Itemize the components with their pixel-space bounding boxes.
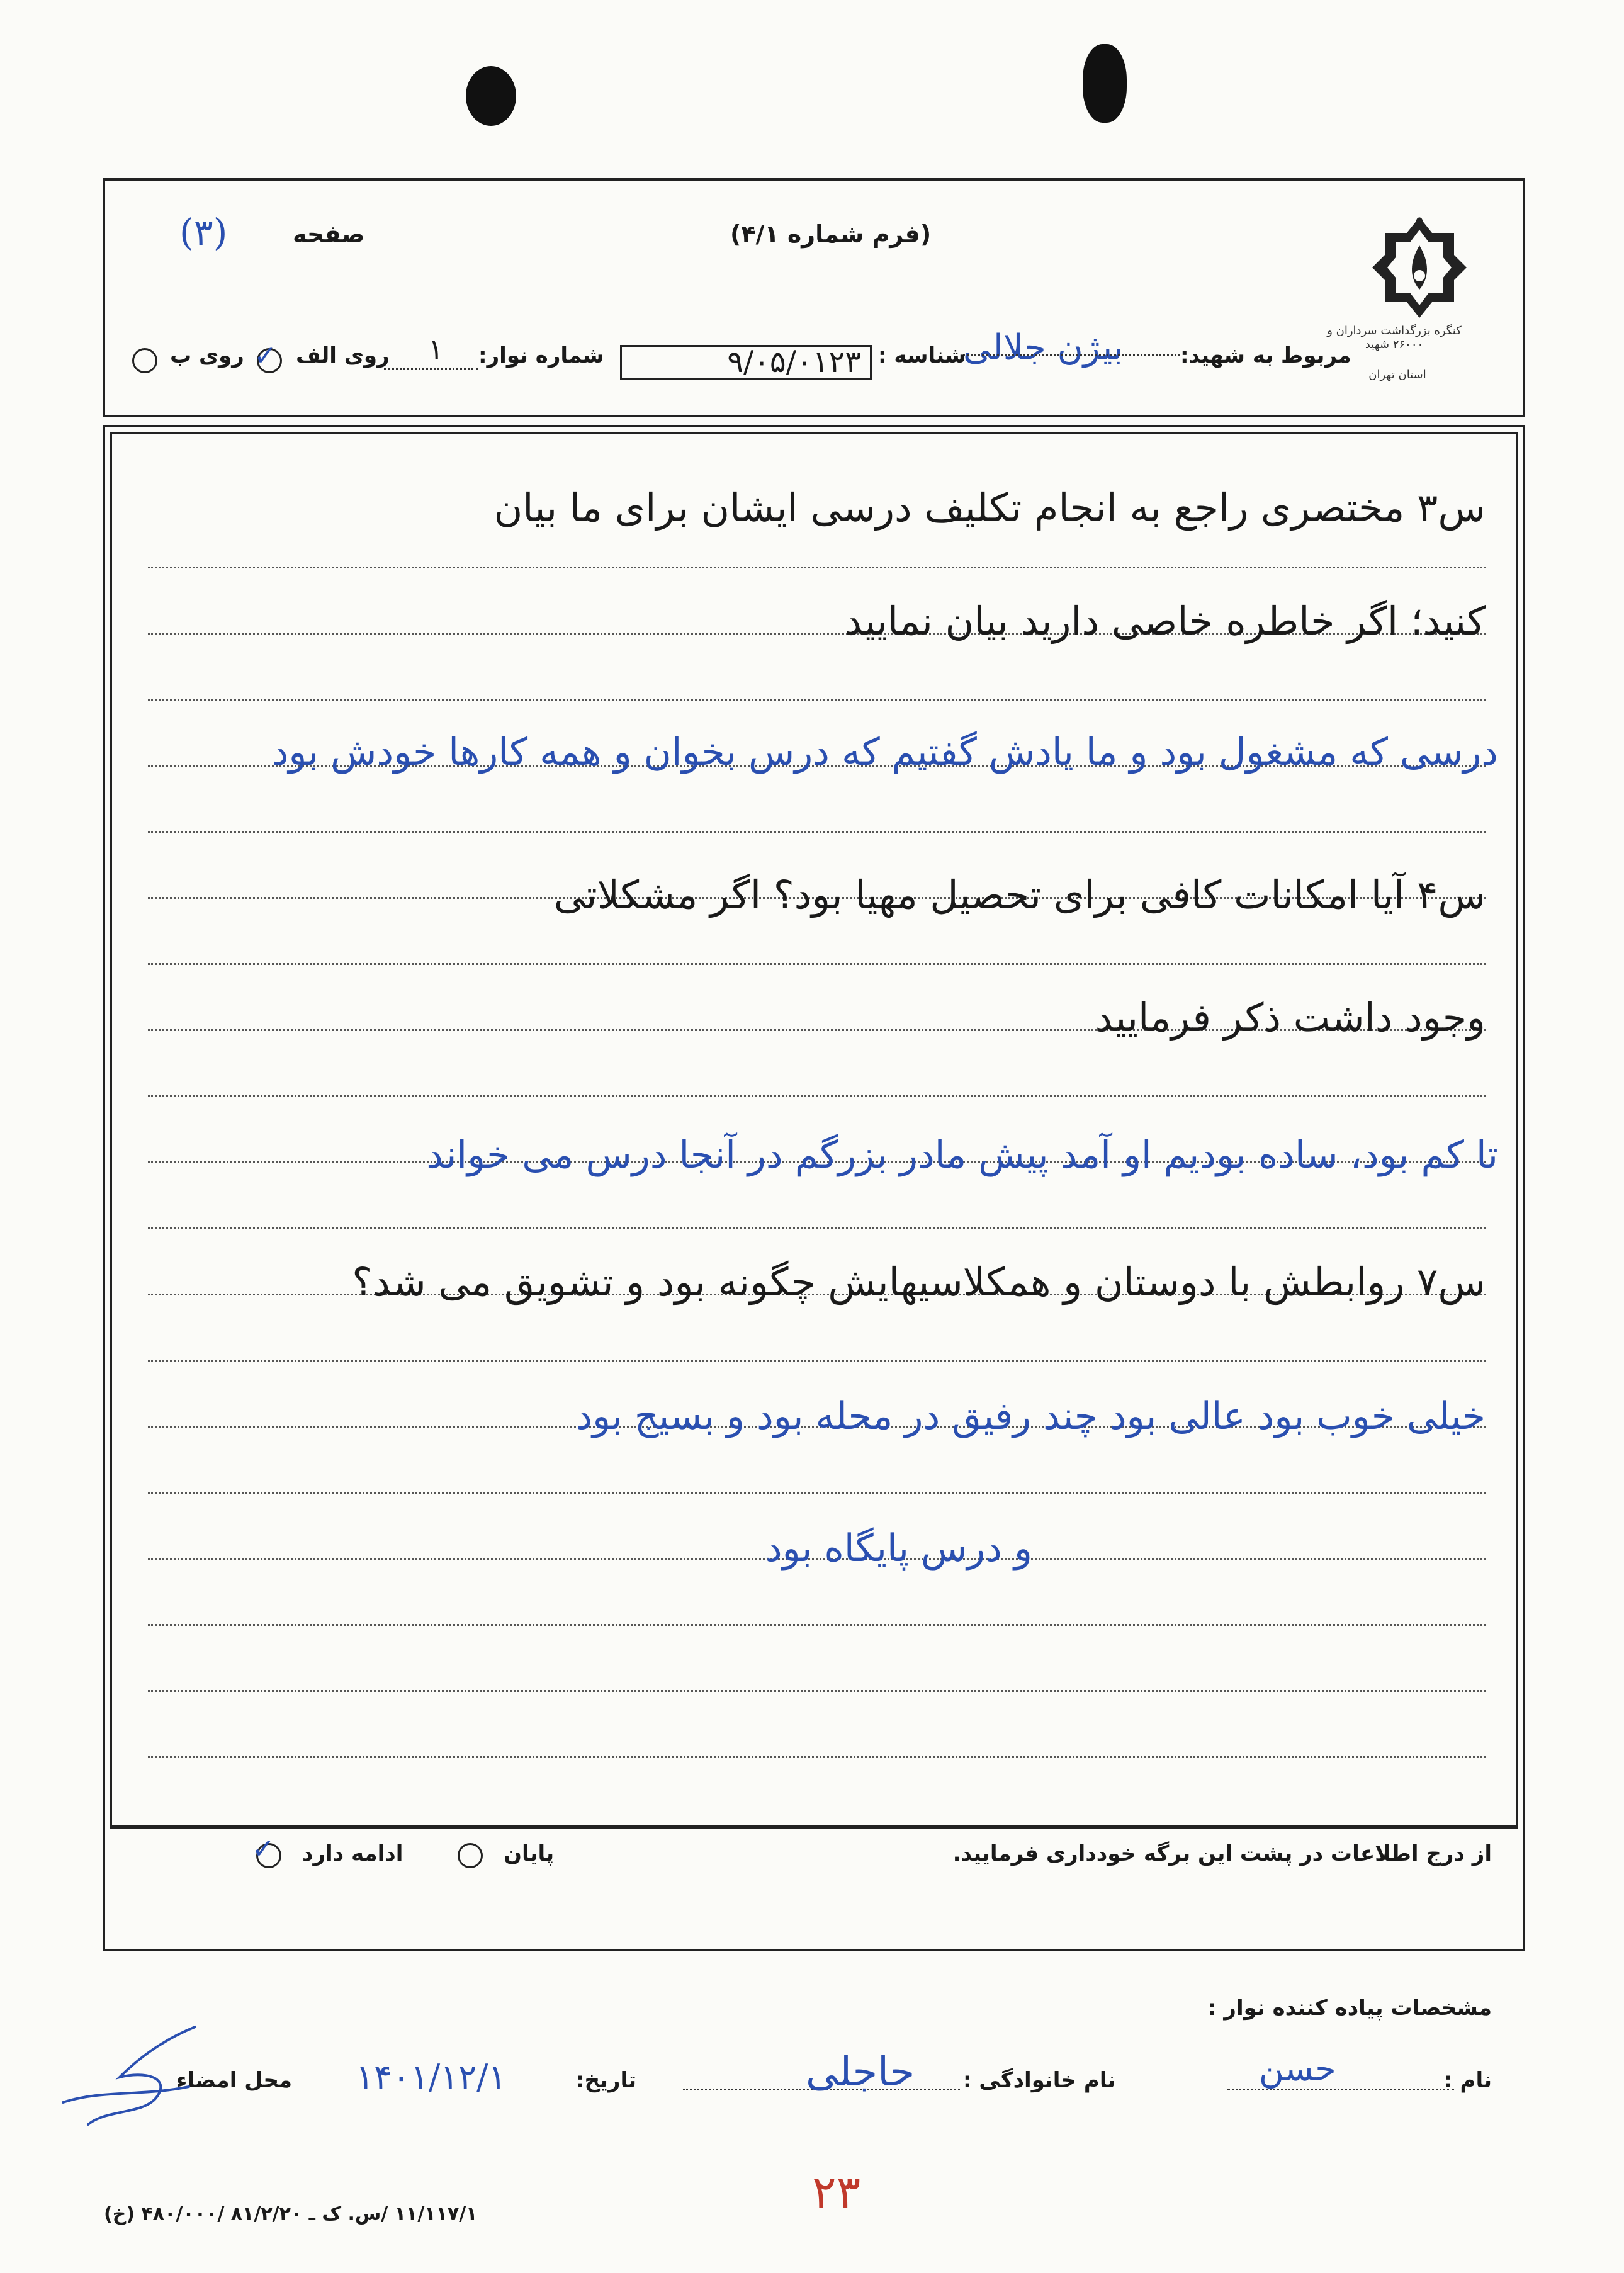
logo-org-line1: کنگره بزرگداشت سرداران و ۲۶۰۰۰ شهید (1327, 324, 1462, 351)
tape-dots (384, 368, 478, 370)
ruled-line (148, 567, 1486, 568)
name-dots (1227, 2089, 1454, 2090)
tape-label: شماره نوار: (478, 343, 604, 368)
handwritten-line: و درس پایگاه بود (765, 1526, 1032, 1571)
ruled-line (148, 1492, 1486, 1494)
family-label: نام خانوادگی : (963, 2068, 1116, 2093)
punch-hole-right (1083, 44, 1127, 123)
page-number: (۳) (179, 211, 228, 254)
footer-divider (110, 1827, 1518, 1829)
handwritten-line: وجود داشت ذکر فرمایید (1095, 995, 1486, 1041)
punch-hole-left (466, 66, 516, 126)
ruled-line (148, 831, 1486, 833)
tape-value: ۱ (428, 332, 444, 366)
ruled-line (148, 1095, 1486, 1097)
end-label: پایان (504, 1841, 555, 1866)
ruled-line (148, 1227, 1486, 1229)
ruled-line (148, 1624, 1486, 1626)
continue-check-icon: ✓ (252, 1833, 275, 1865)
handwritten-line: س۳ مختصری راجع به انجام تکلیف درسی ایشان برای ما بیان (493, 485, 1486, 531)
header-frame (103, 178, 1525, 417)
notice-text: از درج اطلاعات در پشت این برگه خودداری فرمایید. (952, 1841, 1492, 1866)
handwritten-line: تا کم بود، ساده بودیم او آمد پیش مادر بزرگم در آنجا درس می خواند (426, 1133, 1498, 1177)
handwritten-line: کنید؛ اگر خاطره خاصی دارید بیان نمایید (844, 598, 1486, 644)
ruled-line (148, 1690, 1486, 1692)
name-value: حسن (1259, 2049, 1336, 2089)
side-b-checkbox[interactable] (132, 348, 157, 373)
sheet-number: ۲۳ (812, 2165, 861, 2218)
martyr-value: بیژن جلالی (963, 327, 1124, 368)
form-title: (فرم شماره ۴/۱) (730, 220, 932, 248)
side-a-check-icon: ✓ (254, 340, 277, 372)
transcriber-section-title: مشخصات پیاده کننده نوار : (1207, 1995, 1492, 2021)
organization-logo-icon (1372, 214, 1467, 321)
id-box (620, 345, 872, 380)
id-value: ۹/۰۵/۰۱۲۳ (727, 344, 861, 380)
logo-org-line2: استان تهران (1368, 368, 1426, 381)
date-label: تاریخ: (576, 2068, 636, 2093)
handwritten-line: خیلی خوب بود عالی بود چند رفیق در محله بود و بسیج بود (575, 1394, 1486, 1438)
ruled-line (148, 963, 1486, 965)
side-b-label: روی ب (170, 343, 244, 368)
end-checkbox[interactable] (458, 1843, 483, 1868)
form-code: ۱۱/۱۱۷/۱ /س. ک ـ ۸۱/۲/۲۰ /۴۸۰/۰۰۰ (خ) (104, 2203, 478, 2225)
martyr-dots (963, 354, 1180, 356)
id-label: شناسه : (878, 343, 966, 368)
signature-label: محل امضاء (176, 2068, 293, 2093)
family-value: حاجلی (806, 2049, 915, 2095)
handwritten-line: س۴ آیا امکانات کافی برای تحصیل مهیا بود؟ اگر مشکلاتی (553, 872, 1486, 918)
handwritten-line: درسی که مشغول بود و ما یادش گفتیم که درس بخوان و همه کارها خودش بود (271, 730, 1498, 774)
name-label: نام : (1444, 2068, 1492, 2093)
page-label: صفحه (293, 220, 365, 248)
continue-label: ادامه دارد (302, 1841, 403, 1866)
ruled-line (148, 1756, 1486, 1758)
signature-icon (50, 2014, 214, 2140)
martyr-label: مربوط به شهید: (1180, 343, 1351, 368)
ruled-line (148, 1360, 1486, 1362)
handwritten-line: س۷ روابطش با دوستان و همکلاسیهایش چگونه بود و تشویق می شد؟ (352, 1259, 1486, 1305)
ruled-line (148, 699, 1486, 701)
side-a-label: روی الف (296, 343, 390, 368)
date-value: ۱۴۰۱/۱۲/۱ (356, 2057, 507, 2097)
